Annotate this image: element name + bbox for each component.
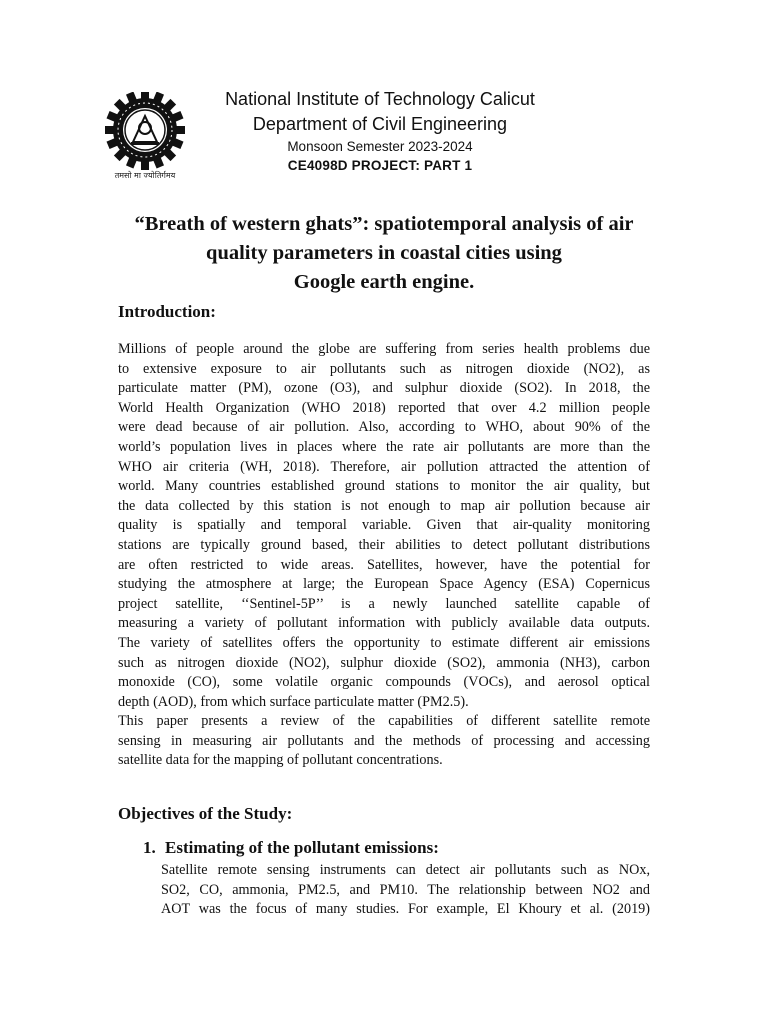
introduction-paragraph-1 bbox=[118, 340, 650, 712]
text-line: Millions of people around the globe are suffering from series health problems due bbox=[118, 341, 650, 357]
text-line: This paper presents a review of the capabilities of different satellite remote bbox=[118, 713, 650, 729]
text-line: quality is spatially and temporal variable. Given that air-quality monitoring bbox=[118, 517, 650, 534]
text-line: world’s population lives in places where the rate air pollutants are more than the bbox=[118, 438, 650, 455]
text-line: measuring a variety of pollutant information with publicly available data outputs. bbox=[118, 615, 650, 632]
objective-item-title bbox=[143, 838, 439, 858]
institute-name: National Institute of Technology Calicut bbox=[225, 89, 535, 109]
text-line: stations are typically ground based, their abilities to detect pollutant distributions bbox=[118, 536, 650, 553]
text-line: studying the atmosphere at large; the European Space Agency (ESA) Copernicus bbox=[118, 576, 650, 593]
text-line: project satellite, ‘‘Sentinel-5P’’ is a newly launched satellite capable of bbox=[118, 595, 650, 612]
semester-label: Monsoon Semester 2023-2024 bbox=[287, 139, 473, 154]
text-line: SO2, CO, ammonia, PM2.5, and PM10. The relationship between NO2 and bbox=[161, 881, 650, 898]
title-line: “Breath of western ghats”: spatiotemporal analysis of air bbox=[134, 213, 634, 235]
text-line: WHO air criteria (WH, 2018). Therefore, air pollution attracted the attention of bbox=[118, 458, 650, 475]
introduction-paragraph-2 bbox=[118, 712, 650, 771]
text-line: Satellite remote sensing instruments can detect air pollutants such as NOx, bbox=[161, 862, 650, 878]
text-line: satellite data for the mapping of pollutant concentrations. bbox=[118, 752, 443, 769]
text-line: monoxide (CO), some volatile organic compounds (VOCs), and aerosol optical bbox=[118, 674, 650, 691]
introduction-heading: Introduction: bbox=[118, 302, 216, 321]
title-line: Google earth engine. bbox=[293, 271, 475, 293]
text-line: world. Many countries established ground stations to monitor the air quality, but bbox=[118, 478, 650, 495]
text-line: World Health Organization (WHO 2018) reported that over 4.2 million people bbox=[118, 399, 650, 416]
text-line: AOT was the focus of many studies. For example, El Khoury et al. (2019) bbox=[161, 901, 650, 918]
title-line: quality parameters in coastal cities using bbox=[206, 242, 562, 264]
objective-item-body bbox=[161, 861, 650, 920]
text-line: such as nitrogen dioxide (NO2), sulphur dioxide (SO2), ammonia (NH3), carbon bbox=[118, 654, 650, 671]
objectives-heading: Objectives of the Study: bbox=[118, 804, 293, 823]
objective-number: 1. bbox=[143, 838, 156, 857]
text-line: sensing in measuring air pollutants and the methods of processing and accessing bbox=[118, 732, 650, 749]
objective-title: Estimating of the pollutant emissions: bbox=[165, 838, 439, 857]
text-line: depth (AOD), from which surface particulate matter (PM2.5). bbox=[118, 693, 469, 710]
document-title bbox=[110, 210, 658, 297]
text-line: were dead because of air pollution. Also, according to WHO, about 90% of the bbox=[118, 419, 650, 436]
text-line: particulate matter (PM), ozone (O3), and sulphur dioxide (SO2). In 2018, the bbox=[118, 380, 650, 397]
project-label: CE4098D PROJECT: PART 1 bbox=[287, 158, 473, 173]
logo-motto: तमसो मा ज्योतिर्गमय bbox=[114, 171, 176, 180]
text-line: the data collected by this station is not enough to map air pollution because air bbox=[118, 497, 650, 514]
department-name: Department of Civil Engineering bbox=[252, 114, 508, 134]
text-line: to extensive exposure to air pollutants such as nitrogen dioxide (NO2), as bbox=[118, 360, 650, 377]
text-line: The variety of satellites offers the opportunity to estimate different air emissions bbox=[118, 634, 650, 651]
text-line: are often restricted to wide areas. Satellites, however, have the potential for bbox=[118, 556, 650, 573]
